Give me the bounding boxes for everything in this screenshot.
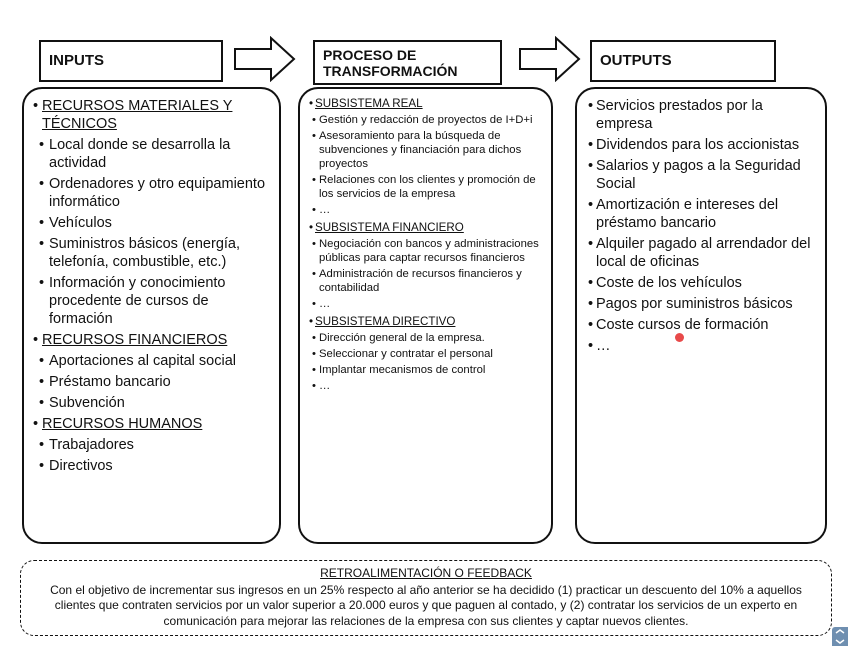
inputs-item: • Suministros básicos (energía, telefonía, combustible, etc.) <box>32 235 273 271</box>
inputs-category-label: RECURSOS HUMANOS <box>42 416 203 432</box>
process-item: • Asesoramiento para la búsqueda de subvenciones y financiación para dichos proyectos <box>309 129 543 171</box>
process-item: • … <box>309 297 543 311</box>
process-subsystem <box>309 315 543 329</box>
process-subsystem-label: SUBSISTEMA FINANCIERO <box>315 221 464 234</box>
inputs-category <box>32 415 273 433</box>
outputs-item: • Dividendos para los accionistas <box>588 136 817 154</box>
outputs-item: • Amortización e intereses del préstamo bancario <box>588 196 817 232</box>
process-subsystem <box>309 97 543 111</box>
inputs-bullet-list <box>32 97 273 475</box>
outputs-panel <box>575 87 827 544</box>
process-item: • Implantar mecanismos de control <box>309 363 543 377</box>
inputs-item: • Préstamo bancario <box>32 373 273 391</box>
process-panel <box>298 87 553 544</box>
inputs-panel <box>22 87 281 544</box>
inputs-title: INPUTS <box>49 52 105 69</box>
outputs-item: • Alquiler pagado al arrendador del local de oficinas <box>588 235 817 271</box>
process-list <box>300 89 551 401</box>
outputs-bullet-list <box>588 97 817 355</box>
inputs-category-label: RECURSOS FINANCIEROS <box>42 332 228 348</box>
outputs-list <box>577 89 825 363</box>
feedback-text: Con el objetivo de incrementar sus ingresos en un 25% respecto al año anterior se ha decidido (1) practicar un descuento del 10% a aquellos clientes que contraten servicios por un valor superior a 20.000 euros y que paguen al contado, y (2) contratar los servicios de un experto en comunicación para mejorar las relaciones de la empresa con sus clientes y captar nuevos clientes. <box>50 582 802 628</box>
inputs-category <box>32 97 273 133</box>
process-item: • … <box>309 203 543 217</box>
process-item: • Relaciones con los clientes y promoción de los servicios de la empresa <box>309 173 543 201</box>
inputs-header <box>39 40 223 82</box>
inputs-item: • Subvención <box>32 394 273 412</box>
process-subsystem-label: SUBSISTEMA REAL <box>315 97 423 110</box>
outputs-item: • Servicios prestados por la empresa <box>588 97 817 133</box>
inputs-item: • Información y conocimiento procedente de cursos de formación <box>32 274 273 328</box>
process-title-line2: TRANSFORMACIÓN <box>323 62 458 79</box>
inputs-item: • Local donde se desarrolla la actividad <box>32 136 273 172</box>
process-bullet-list <box>309 97 543 393</box>
outputs-header <box>590 40 776 82</box>
inputs-item: • Ordenadores y otro equipamiento informático <box>32 175 273 211</box>
inputs-item: • Aportaciones al capital social <box>32 352 273 370</box>
inputs-item: • Trabajadores <box>32 436 273 454</box>
process-item: • Gestión y redacción de proyectos de I+D+i <box>309 113 543 127</box>
feedback-title: RETROALIMENTACIÓN O FEEDBACK <box>320 566 532 580</box>
arrow-right-icon <box>233 36 297 82</box>
process-header <box>313 40 502 85</box>
process-subsystem <box>309 221 543 235</box>
process-item: • Seleccionar y contratar el personal <box>309 347 543 361</box>
expand-icon[interactable] <box>832 627 848 646</box>
pointer-dot <box>675 333 684 342</box>
process-item: • … <box>309 379 543 393</box>
arrow-right-icon <box>518 36 582 82</box>
inputs-category-label: RECURSOS MATERIALES Y TÉCNICOS <box>42 98 233 132</box>
process-item: • Dirección general de la empresa. <box>309 331 543 345</box>
process-subsystem-label: SUBSISTEMA DIRECTIVO <box>315 315 456 328</box>
process-title-line1: PROCESO DE <box>323 46 417 63</box>
outputs-item: • Coste de los vehículos <box>588 274 817 292</box>
process-item: • Administración de recursos financieros y contabilidad <box>309 267 543 295</box>
inputs-item: • Directivos <box>32 457 273 475</box>
outputs-item: • Coste cursos de formación <box>588 316 817 334</box>
inputs-item: • Vehículos <box>32 214 273 232</box>
process-item: • Negociación con bancos y administraciones públicas para captar recursos financieros <box>309 237 543 265</box>
outputs-item: • Pagos por suministros básicos <box>588 295 817 313</box>
outputs-item: • … <box>588 337 817 355</box>
inputs-category <box>32 331 273 349</box>
outputs-title: OUTPUTS <box>600 52 672 69</box>
inputs-list <box>24 89 279 483</box>
feedback-box <box>20 560 832 636</box>
outputs-item: • Salarios y pagos a la Seguridad Social <box>588 157 817 193</box>
